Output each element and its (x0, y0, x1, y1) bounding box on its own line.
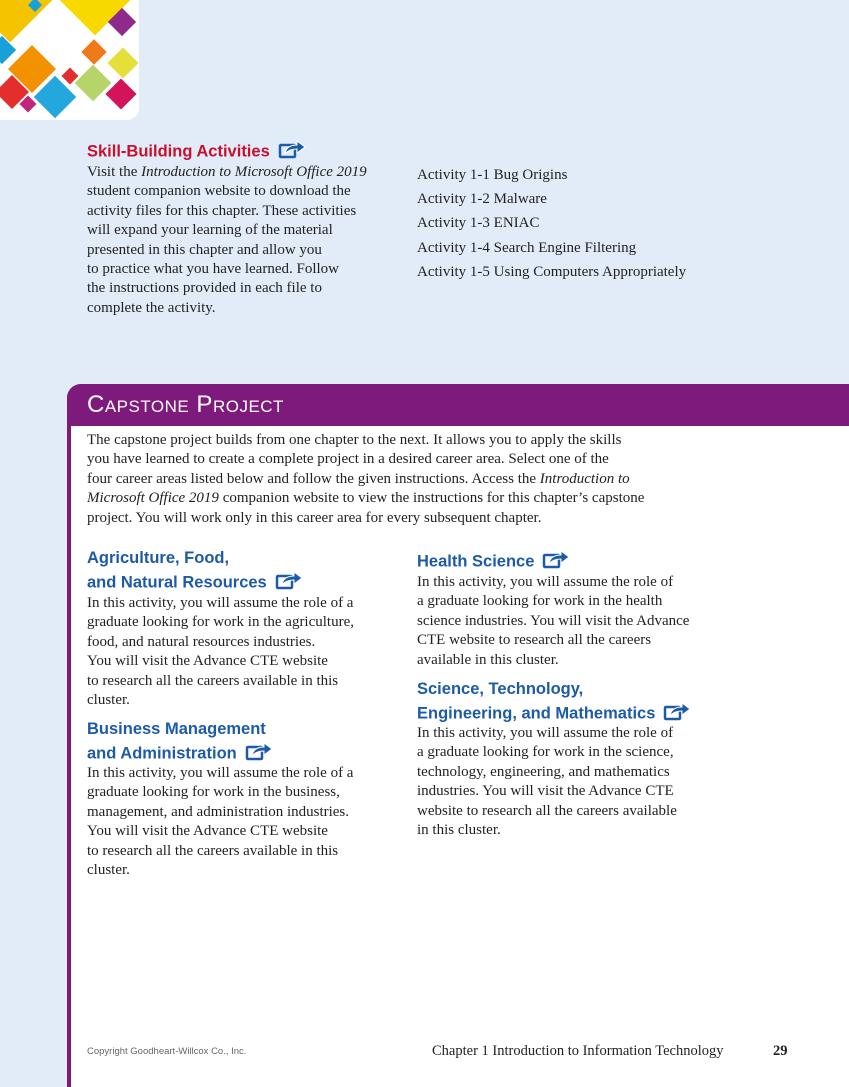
text-segment: to research all the careers available in this (87, 842, 339, 859)
italic-title: Microsoft Office 2019 (87, 490, 219, 507)
text-line (87, 279, 367, 298)
text-line (417, 821, 677, 840)
external-link-icon[interactable] (275, 569, 303, 597)
health-text (417, 573, 689, 670)
heading-line: and Natural Resources (87, 573, 267, 592)
text-segment: graduate looking for work in the business, (87, 784, 340, 801)
text-segment: science industries. You will visit the Advance (417, 612, 690, 629)
text-line (87, 691, 354, 710)
text-segment: complete the activity. (87, 299, 216, 316)
activity-item: Activity 1-5 Using Computers Appropriately (417, 263, 687, 280)
text-line (417, 763, 677, 782)
text-line (87, 633, 354, 652)
text-segment: cluster. (87, 692, 130, 709)
text-segment: a graduate looking for work in the health (417, 593, 663, 610)
text-line (87, 842, 353, 861)
text-segment: a graduate looking for work in the science, (417, 744, 674, 761)
capstone-banner (67, 384, 849, 426)
stem-text (417, 724, 677, 840)
health-heading (417, 548, 570, 576)
business-text (87, 764, 353, 880)
activity-item: Activity 1-4 Search Engine Filtering (417, 239, 637, 256)
text-segment: You will visit the Advance CTE website (87, 653, 328, 670)
text-segment: will expand your learning of the material (87, 222, 333, 239)
text-line (87, 861, 353, 880)
text-segment: In this activity, you will assume the role of a (87, 595, 354, 611)
decorative-diamond-art (0, 0, 139, 120)
text-segment: You will visit the Advance CTE website (87, 823, 328, 840)
heading-line: Business Management (87, 720, 266, 738)
text-line (87, 509, 644, 528)
text-line (417, 743, 677, 762)
italic-title: Introduction to (539, 470, 630, 487)
text-segment: In this activity, you will assume the role of (417, 574, 674, 590)
text-line (87, 299, 367, 318)
heading-line: and Administration (87, 744, 237, 763)
text-segment: in this cluster. (417, 822, 501, 839)
activity-item: Activity 1-2 Malware (417, 191, 547, 208)
activity-item: Activity 1-3 ENIAC (417, 215, 540, 232)
text-line (87, 489, 644, 508)
text-line (87, 260, 367, 279)
text-segment: to practice what you have learned. Follow (87, 261, 339, 278)
text-line (417, 631, 689, 650)
text-segment: project. You will work only in this career area for every subsequent chapter. (87, 509, 542, 526)
text-segment: graduate looking for work in the agriculture, (87, 614, 354, 631)
agriculture-text (87, 594, 354, 710)
capstone-intro (87, 431, 644, 528)
text-line (87, 783, 353, 802)
copyright: Copyright Goodheart-Willcox Co., Inc. (87, 1046, 247, 1057)
text-line (417, 724, 677, 743)
heading-line: Science, Technology, (417, 680, 584, 698)
text-segment: technology, engineering, and mathematics (417, 763, 670, 780)
text-segment: industries. You will visit the Advance CTE (417, 783, 674, 800)
page-number: 29 (773, 1043, 788, 1059)
text-segment: food, and natural resources industries. (87, 633, 316, 650)
stem-heading (417, 679, 691, 728)
business-heading (87, 719, 273, 768)
text-segment: four career areas listed below and follow the given instructions. Access the (87, 470, 540, 487)
heading-line: Agriculture, Food, (87, 549, 230, 567)
text-line (87, 594, 354, 613)
text-line (417, 592, 689, 611)
text-line (87, 672, 354, 691)
text-line (87, 822, 353, 841)
text-line (87, 241, 367, 260)
chapter-footer: Chapter 1 Introduction to Information Technology (432, 1043, 724, 1059)
text-segment: student companion website to download the (87, 183, 351, 200)
text-line (87, 613, 354, 632)
skill-building-heading (87, 138, 306, 166)
italic-title: Introduction to Microsoft Office 2019 (141, 164, 367, 180)
text-segment: In this activity, you will assume the role of a (87, 765, 354, 781)
heading-text: Skill-Building Activities (87, 142, 270, 161)
text-line (417, 612, 689, 631)
text-segment: activity files for this chapter. These activities (87, 202, 357, 219)
text-line (417, 802, 677, 821)
text-segment: to research all the careers available in this (87, 672, 339, 689)
text-segment: website to research all the careers available (417, 802, 677, 819)
heading-line: Engineering, and Mathematics (417, 704, 656, 723)
text-line (87, 764, 353, 783)
text-segment: the instructions provided in each file to (87, 280, 322, 297)
text-line (87, 163, 367, 182)
text-line (87, 431, 644, 450)
text-segment: available in this cluster. (417, 651, 559, 668)
text-segment: CTE website to research all the careers (417, 632, 652, 649)
agriculture-heading (87, 548, 303, 597)
text-line (87, 450, 644, 469)
text-line (87, 803, 353, 822)
text-line (417, 573, 689, 592)
text-line (417, 651, 689, 670)
text-segment: The capstone project builds from one chapter to the next. It allows you to apply the skills (87, 432, 622, 448)
text-segment: presented in this chapter and allow you (87, 241, 322, 258)
text-segment: cluster. (87, 862, 130, 879)
activity-item: Activity 1-1 Bug Origins (417, 167, 568, 183)
external-link-icon[interactable] (542, 548, 570, 576)
text-line (87, 182, 367, 201)
text-segment: In this activity, you will assume the role of (417, 725, 674, 741)
skill-building-text (87, 163, 367, 318)
external-link-icon[interactable] (278, 138, 306, 166)
text-line (87, 202, 367, 221)
text-line (87, 470, 644, 489)
text-line (87, 652, 354, 671)
text-line (417, 782, 677, 801)
text-segment: Visit the (87, 164, 142, 180)
text-line (87, 221, 367, 240)
activity-list (417, 163, 686, 284)
capstone-title: Capstone Project (87, 391, 284, 418)
heading-line: Health Science (417, 552, 535, 571)
text-segment: companion website to view the instructions for this chapter’s capstone (218, 490, 645, 507)
text-segment: you have learned to create a complete project in a desired career area. Select one of the (87, 451, 609, 468)
text-segment: management, and administration industries. (87, 803, 350, 820)
